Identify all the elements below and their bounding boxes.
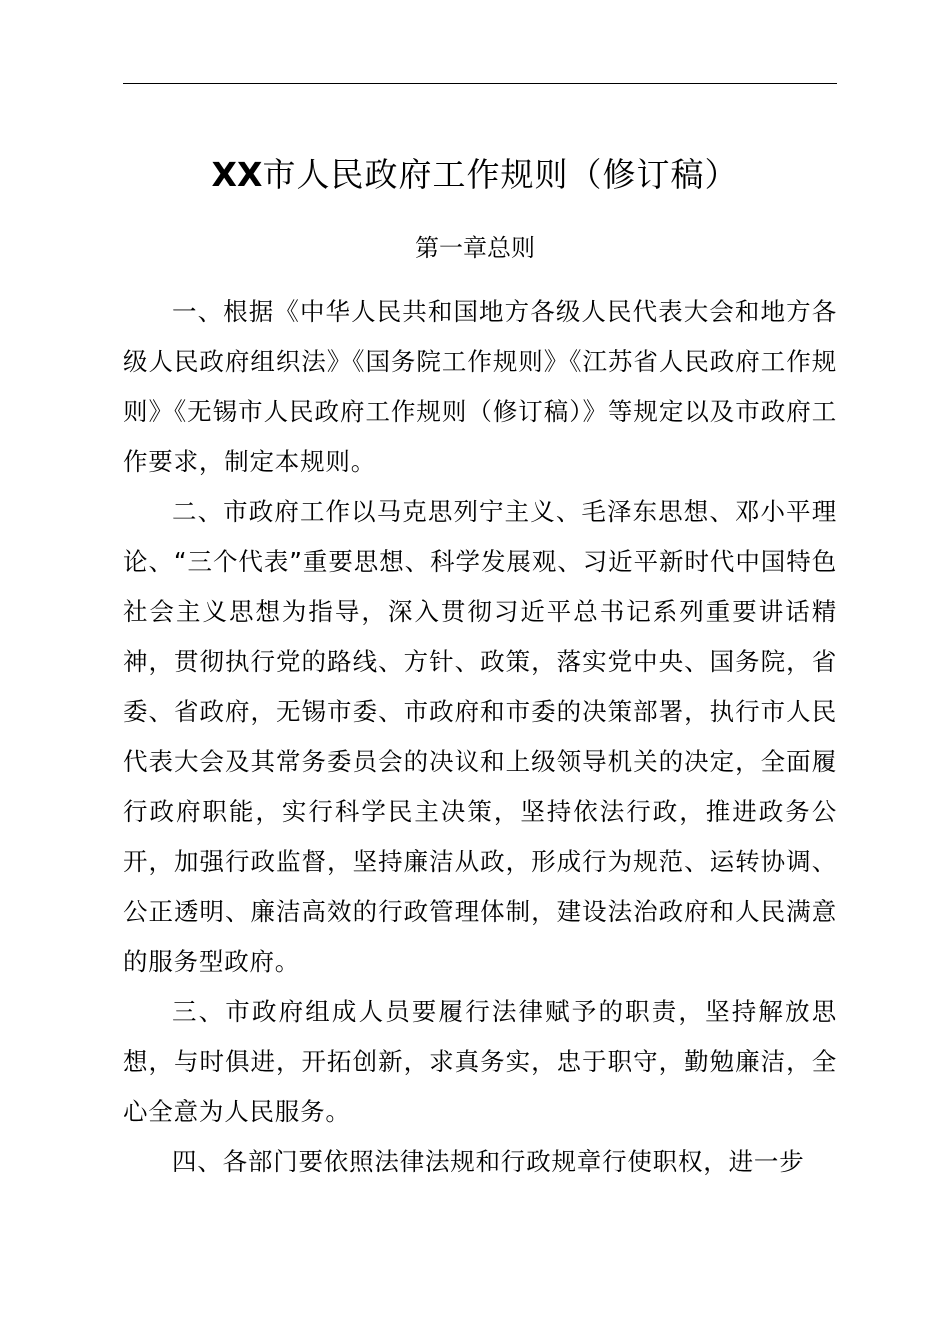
paragraph-1: 一、根据《中华人民共和国地方各级人民代表大会和地方各级人民政府组织法》《国务院工作规则》《江苏省人民政府工作规则》《无锡市人民政府工作规则（修订稿）》等规定以及市政府工作要求，制定本规则。 <box>123 297 837 476</box>
document-title <box>0 150 950 200</box>
body-text <box>123 287 837 1187</box>
chapter-heading: 第一章总则 <box>415 234 535 262</box>
paragraph-3: 三、市政府组成人员要履行法律赋予的职责，坚持解放思想，与时俱进，开拓创新，求真务实，忠于职守，勤勉廉洁，全心全意为人民服务。 <box>123 997 837 1126</box>
header-rule <box>123 83 837 84</box>
paragraph-2: 二、市政府工作以马克思列宁主义、毛泽东思想、邓小平理论、“三个代表”重要思想、科学发展观、习近平新时代中国特色社会主义思想为指导，深入贯彻习近平总书记系列重要讲话精神，贯彻执行党的路线、方针、政策，落实党中央、国务院，省委、省政府，无锡市委、市政府和市委的决策部署，执行市人民代表大会及其常务委员会的决议和上级领导机关的决定，全面履行政府职能，实行科学民主决策，坚持依法行政，推进政务公开，加强行政监督，坚持廉洁从政，形成行为规范、运转协调、公正透明、廉洁高效的行政管理体制，建设法治政府和人民满意的服务型政府。 <box>123 497 837 976</box>
title-prefix: XX <box>211 155 263 194</box>
paragraph-4: 四、各部门要依照法律法规和行政规章行使职权，进一步 <box>172 1147 805 1176</box>
title-main: 市人民政府工作规则（修订稿） <box>262 155 739 194</box>
